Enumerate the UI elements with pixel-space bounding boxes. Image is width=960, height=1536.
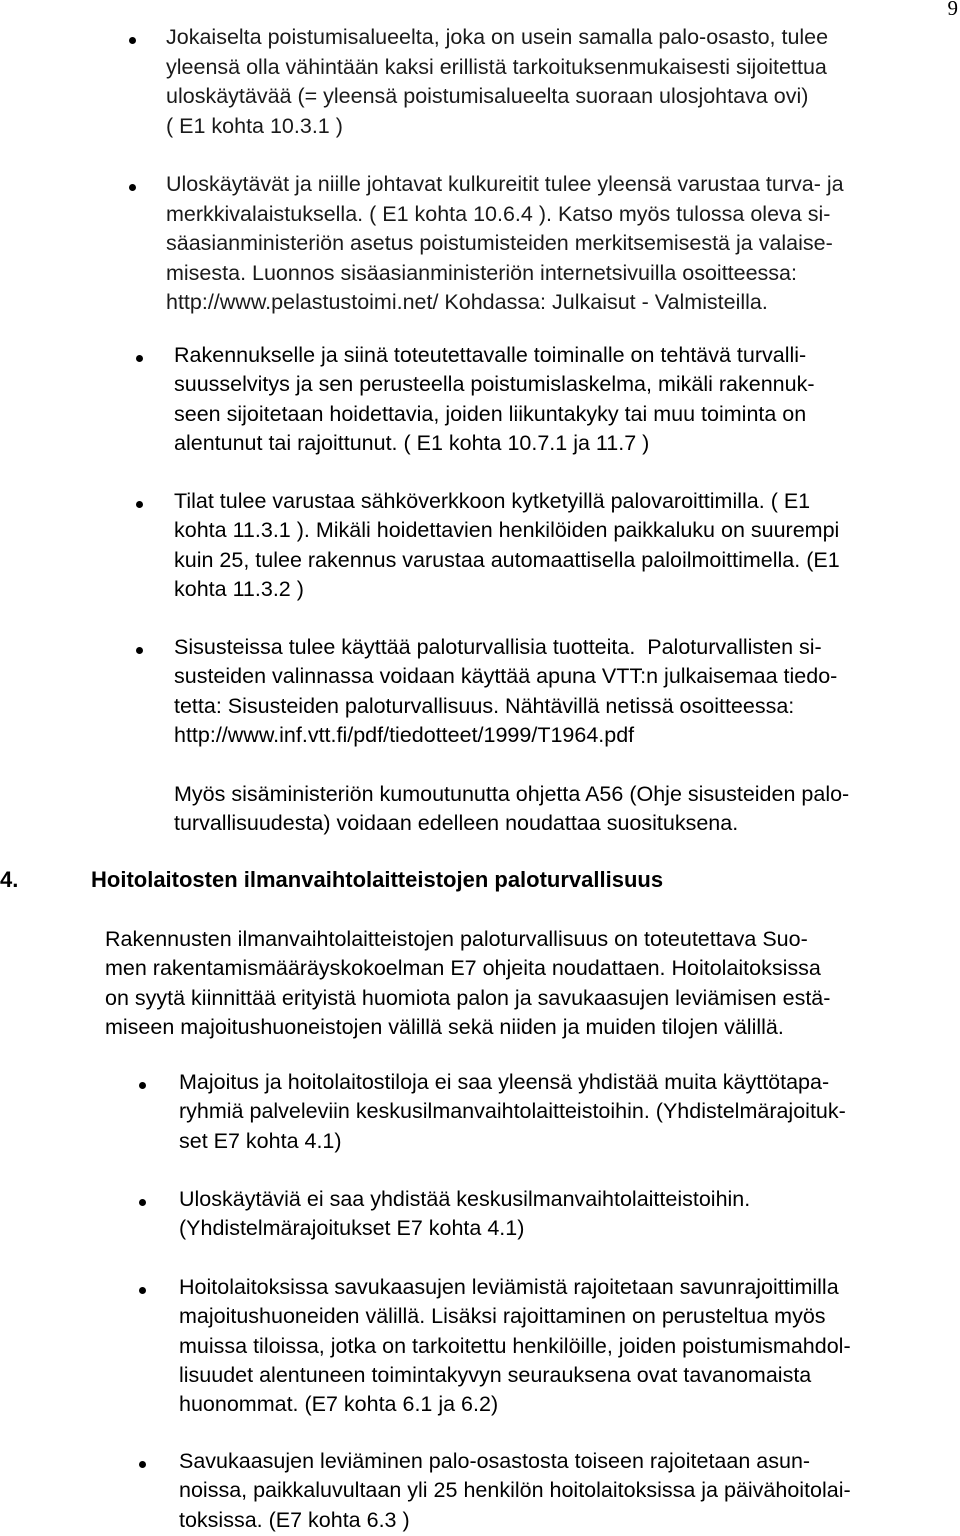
page-number: 9 <box>947 0 958 20</box>
list-item-text: Jokaiselta poistumisalueelta, joka on usein samalla palo-osasto, tulee yleensä olla vähintään kaksi erillistä tarkoituksenmukaisesti sijoitettua uloskäytävää (= yleensä poistumisalueelta suoraan ulosjohtava ovi) ( E1 kohta 10.3.1 ) <box>166 25 829 138</box>
bullet-icon <box>139 1199 146 1206</box>
list-item-text: Hoitolaitoksissa savukaasujen leviämistä rajoitetaan savunrajoittimilla majoitushuoneiden välillä. Lisäksi rajoittaminen on perusteltua myös muissa tiloissa, jotka on tarkoitettu henkilöille, joiden poistumismahdol- lisuudet alentuneen toimintakyvyn seurauksena ovat tavanomaista huonommat. (E7 kohta 6.1 ja 6.2) <box>179 1275 851 1417</box>
list-item-text: Majoitus ja hoitolaitostiloja ei saa yleensä yhdistää muita käyttötapa- ryhmiä palveleviin keskusilmanvaihtolaitteistoihin. (Yhdistelmärajoituk- set E7 kohta 4.1) <box>179 1070 846 1153</box>
list-item-text: Savukaasujen leviäminen palo-osastosta toiseen rajoitetaan asun- noissa, paikkaluvultaan yli 25 henkilön hoitolaitoksissa ja päivähoitolai- toksissa. (E7 kohta 6.3 ) <box>179 1449 851 1532</box>
note-paragraph: Myös sisäministeriön kumoutunutta ohjetta A56 (Ohje sisusteiden palo- turvallisuudesta) voidaan edelleen noudattaa suosituksena. <box>174 782 850 836</box>
section-number: 4. <box>0 867 19 892</box>
section-title: Hoitolaitosten ilmanvaihtolaitteistojen paloturvallisuus <box>91 867 664 892</box>
bullet-icon <box>136 501 143 508</box>
bullet-icon <box>136 647 143 654</box>
bullet-icon <box>129 37 136 44</box>
list-item-text: Tilat tulee varustaa sähköverkkoon kytketyillä palovaroittimilla. ( E1 kohta 11.3.1 ). Mikäli hoidettavien henkilöiden paikkaluku on suurempi kuin 25, tulee rakennus varustaa automaattisella paloilmoittimella. (E1 kohta 11.3.2 ) <box>174 489 840 601</box>
intro-paragraph: Rakennusten ilmanvaihtolaitteistojen paloturvallisuus on toteutettava Suo- men rakentamismääräyskokoelman E7 ohjeita noudattaen. Hoitolaitoksissa on syytä kiinnittää erityistä huomiota palon ja savukaasujen leviämisen estä- miseen majoitushuoneistojen välillä sekä niiden ja muiden tilojen välillä. <box>105 927 831 1039</box>
list-item-text: Rakennukselle ja siinä toteutettavalle toiminalle on tehtävä turvalli- suusselvitys ja sen perusteella poistumislaskelma, mikäli rakennuk- seen sijoitetaan hoidettavia, joiden liikuntakyky tai muu toiminta on alentunut tai rajoittunut. ( E1 kohta 10.7.1 ja 11.7 ) <box>174 343 815 455</box>
bullet-icon <box>139 1287 146 1294</box>
bullet-icon <box>129 184 136 191</box>
list-item-text: Sisusteissa tulee käyttää paloturvallisia tuotteita. Paloturvallisten si- susteiden valinnassa voidaan käyttää apuna VTT:n julkaisemaa tiedo- tetta: Sisusteiden paloturvallisuus. Nähtävillä netissä osoitteessa: http://www.inf.vtt.fi/pdf/tiedotteet/1999/T1964.pdf <box>174 635 838 747</box>
bullet-icon <box>139 1082 146 1089</box>
bullet-icon <box>139 1461 146 1468</box>
bullet-icon <box>136 355 143 362</box>
list-item-text: Uloskäytäviä ei saa yhdistää keskusilmanvaihtolaitteistoihin. (Yhdistelmärajoitukset E7 kohta 4.1) <box>179 1187 751 1241</box>
list-item-text: Uloskäytävät ja niille johtavat kulkureitit tulee yleensä varustaa turva- ja merkkivalaistuksella. ( E1 kohta 10.6.4 ). Katso myös tulossa oleva si- säasianministeriön asetus poistumisteiden merkitsemisestä ja valaise- misesta. Luonnos sisäasianministeriön internetsivuilla osoitteessa: http://www.pelastustoimi.net/ Kohdassa: Julkaisut - Valmisteilla. <box>166 172 844 314</box>
